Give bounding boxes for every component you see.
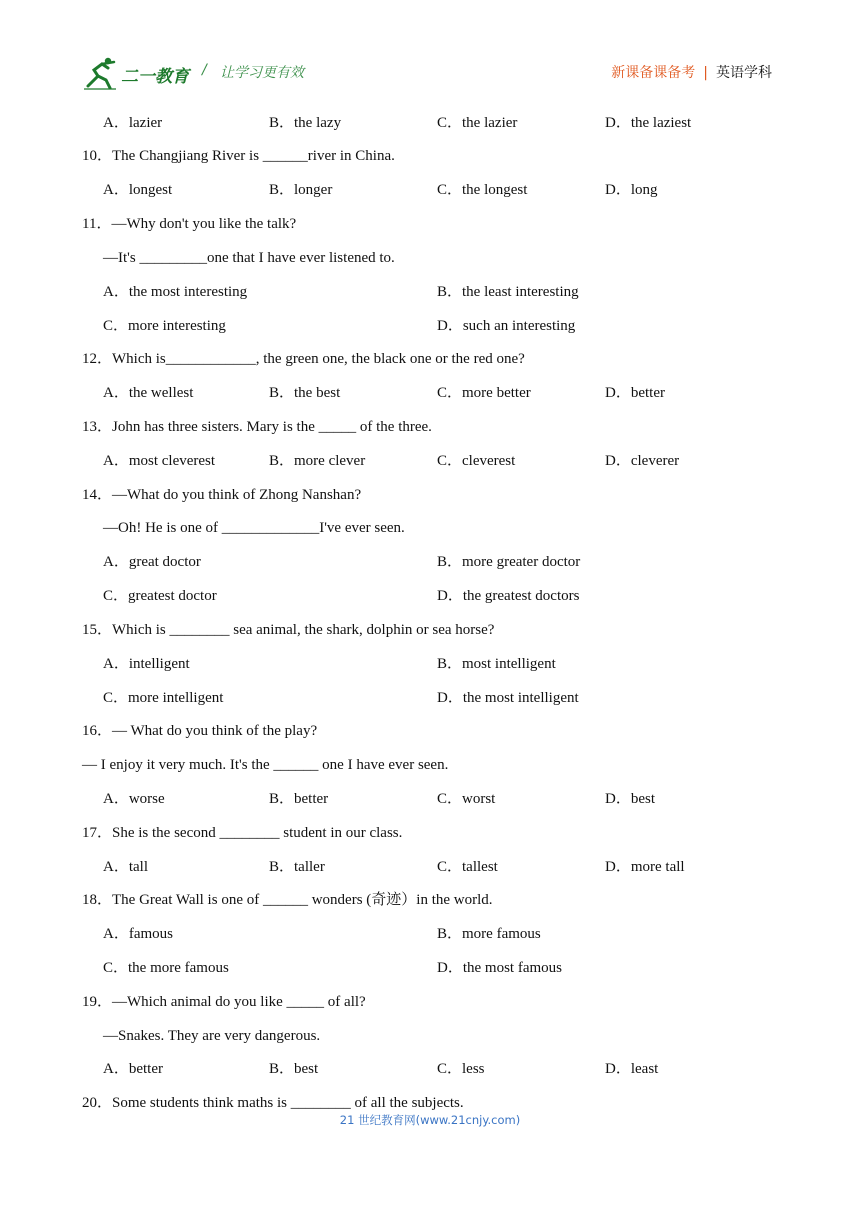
answer-option: A．better — [103, 1061, 163, 1077]
answer-option: D．best — [605, 791, 655, 807]
question-stem: 14．—What do you think of Zhong Nanshan? — [82, 487, 362, 503]
answer-option: C．more intelligent — [103, 690, 224, 706]
question-stem: 16．— What do you think of the play? — [82, 723, 318, 739]
answer-option: A．the wellest — [103, 385, 194, 401]
logo-text: 二一教育 — [121, 67, 189, 87]
subject-label: 英语学科 — [716, 65, 772, 81]
answer-option: B．the least interesting — [437, 284, 579, 300]
question-stem: 11．—Why don't you like the talk? — [82, 216, 297, 232]
course-title: 新课备课备考 — [611, 65, 696, 81]
page-header — [0, 0, 860, 100]
answer-option: B．taller — [269, 859, 325, 875]
question-line: —It's _________one that I have ever listened to. — [103, 250, 395, 266]
answer-option: D．least — [605, 1061, 659, 1077]
answer-option: A．longest — [103, 182, 173, 198]
answer-option: A．lazier — [103, 115, 163, 131]
answer-option: D．the greatest doctors — [437, 588, 580, 604]
answer-option: C．the lazier — [437, 115, 518, 131]
answer-option: C．more interesting — [103, 318, 226, 334]
question-stem: 10．The Changjiang River is ______river in China. — [82, 148, 395, 164]
question-stem: 17．She is the second ________ student in our class. — [82, 825, 403, 841]
answer-option: C．tallest — [437, 859, 498, 875]
answer-option: C．cleverest — [437, 453, 516, 469]
slogan-divider: / — [202, 62, 207, 78]
answer-option: C．the longest — [437, 182, 528, 198]
question-line: —Snakes. They are very dangerous. — [103, 1028, 321, 1044]
question-stem: 19．—Which animal do you like _____ of all? — [82, 994, 366, 1010]
answer-option: B．the lazy — [269, 115, 342, 131]
answer-option: B．best — [269, 1061, 319, 1077]
answer-option: A．great doctor — [103, 554, 201, 570]
answer-option: D．the most intelligent — [437, 690, 579, 706]
answer-option: A．tall — [103, 859, 148, 875]
answer-option: D．the laziest — [605, 115, 692, 131]
answer-option: A．famous — [103, 926, 173, 942]
answer-option: B．more greater doctor — [437, 554, 581, 570]
answer-option: A．intelligent — [103, 656, 190, 672]
answer-option: B．the best — [269, 385, 341, 401]
answer-option: C．the more famous — [103, 960, 229, 976]
answer-option: A．worse — [103, 791, 165, 807]
answer-option: A．most cleverest — [103, 453, 216, 469]
header-separator: | — [703, 65, 708, 81]
answer-option: D．better — [605, 385, 665, 401]
answer-option: C．greatest doctor — [103, 588, 217, 604]
answer-option: D．long — [605, 182, 658, 198]
answer-option: B．longer — [269, 182, 333, 198]
question-stem: 18．The Great Wall is one of ______ wonders (奇迹）in the world. — [82, 892, 493, 908]
answer-option: B．more clever — [269, 453, 366, 469]
question-stem: 15．Which is ________ sea animal, the shark, dolphin or sea horse? — [82, 622, 495, 638]
header-right — [611, 62, 772, 82]
question-stem: 13．John has three sisters. Mary is the _____ of the three. — [82, 419, 432, 435]
page-footer: 21 世纪教育网(www.21cnjy.com) — [339, 1113, 521, 1127]
answer-option: C．more better — [437, 385, 531, 401]
answer-option: D．more tall — [605, 859, 685, 875]
question-line: —Oh! He is one of _____________I've ever seen. — [103, 520, 405, 536]
answer-option: A．the most interesting — [103, 284, 248, 300]
answer-option: C．less — [437, 1061, 485, 1077]
question-stem: 20．Some students think maths is ________ of all the subjects. — [82, 1095, 464, 1111]
answer-option: C．worst — [437, 791, 496, 807]
answer-option: B．better — [269, 791, 329, 807]
answer-option: B．more famous — [437, 926, 541, 942]
answer-option: D．the most famous — [437, 960, 562, 976]
question-stem: 12．Which is____________, the green one, the black one or the red one? — [82, 351, 525, 367]
question-line: — I enjoy it very much. It's the ______ one I have ever seen. — [82, 757, 449, 773]
answer-option: D．such an interesting — [437, 318, 576, 334]
answer-option: B．most intelligent — [437, 656, 556, 672]
slogan: 让学习更有效 — [220, 65, 304, 81]
answer-option: D．cleverer — [605, 453, 680, 469]
